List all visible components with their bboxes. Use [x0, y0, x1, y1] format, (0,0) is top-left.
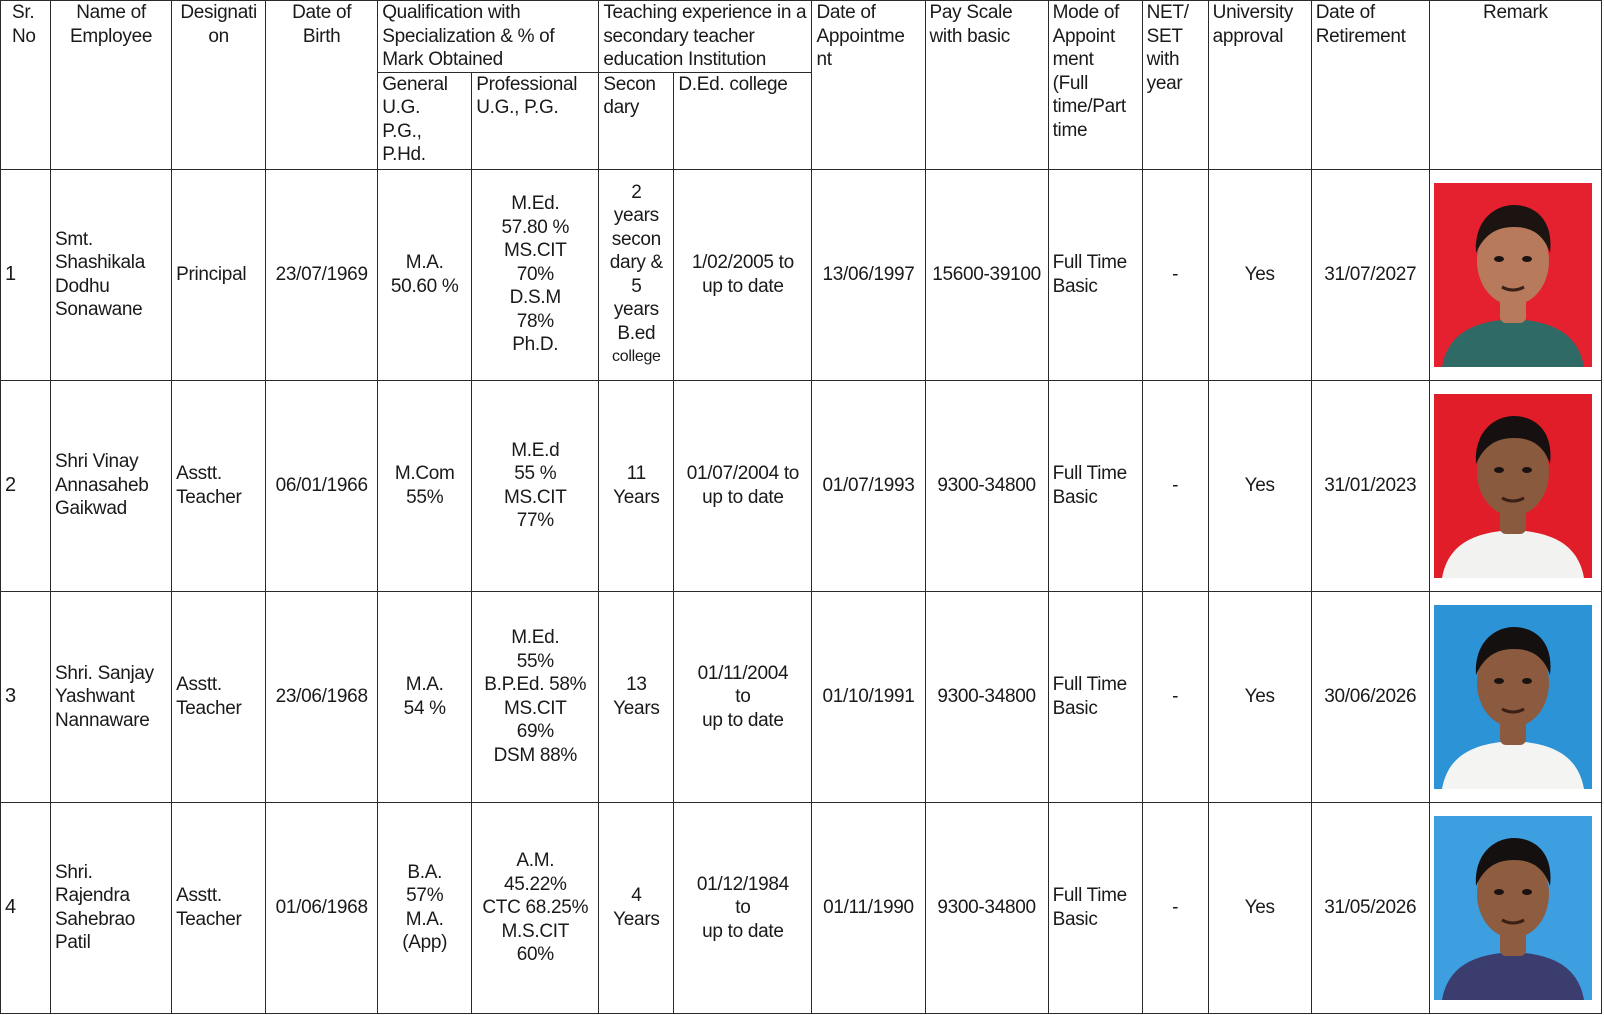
text-line: 54 %	[403, 697, 446, 719]
text-line: Smt.	[55, 228, 93, 250]
date-of-birth-cell: 01/06/1968	[266, 802, 378, 1013]
header-date-of-birth	[266, 1, 378, 170]
header-ded-college	[674, 72, 812, 169]
table-row	[1, 380, 1602, 591]
text-line: SET	[1146, 25, 1183, 47]
ded-college-experience-cell	[674, 591, 812, 802]
text-line: 5	[631, 275, 642, 297]
text-line: Years	[613, 486, 660, 508]
text-line: up to date	[702, 920, 784, 942]
date-of-appointment-cell: 01/10/1991	[812, 591, 925, 802]
text-line: Years	[613, 697, 660, 719]
text-line: up to date	[702, 709, 784, 731]
text-line: MS.CIT	[503, 240, 567, 262]
mode-of-appointment-cell	[1048, 591, 1142, 802]
text-line: 77%	[516, 510, 554, 532]
text-line: DSM 88%	[493, 744, 577, 766]
sr-no-cell: 3	[1, 591, 51, 802]
text-line: Yashwant	[55, 686, 135, 708]
text-line: Teacher	[176, 697, 242, 719]
text-line: (App)	[402, 932, 448, 954]
text-line: Qualification with	[382, 2, 521, 23]
text-line: M.Ed.	[511, 627, 560, 649]
sr-no-cell: 2	[1, 380, 51, 591]
text-line: Shri.	[55, 861, 93, 883]
text-line: education Institution	[603, 49, 767, 70]
text-line: 57.80 %	[501, 216, 570, 238]
date-of-retirement-cell: 30/06/2026	[1311, 591, 1429, 802]
text-line: Remark	[1483, 2, 1548, 23]
text-line: CTC 68.25%	[482, 897, 589, 919]
text-line: Basic	[1052, 697, 1098, 719]
text-line: 2	[631, 181, 642, 203]
text-line: Asstt.	[176, 674, 222, 696]
employee-photo	[1434, 816, 1597, 1000]
text-line: Shri. Sanjay	[55, 662, 154, 684]
header-general	[378, 72, 472, 169]
net-set-cell: -	[1142, 169, 1208, 380]
text-line: year	[1146, 72, 1183, 94]
text-line: Sr.	[12, 2, 35, 23]
header-pay-scale	[925, 1, 1048, 170]
text-line: up to date	[702, 486, 784, 508]
header-qualification	[378, 1, 599, 73]
university-approval-cell: Yes	[1208, 169, 1311, 380]
text-line: Ph.D.	[512, 334, 559, 356]
text-line: Patil	[55, 932, 91, 954]
text-line: (Full	[1052, 72, 1089, 94]
header-teaching-experience	[599, 1, 812, 73]
employee-name-cell	[51, 802, 172, 1013]
pay-scale-cell: 9300-34800	[925, 380, 1048, 591]
text-line: Appointme	[816, 25, 905, 47]
text-line: 55%	[516, 650, 554, 672]
text-line: 1/02/2005 to	[691, 252, 794, 274]
text-line: to	[735, 686, 751, 708]
text-line: D.Ed. college	[678, 73, 788, 95]
text-line: time/Part	[1052, 96, 1126, 117]
text-line: time	[1052, 119, 1088, 141]
text-line: with	[1146, 49, 1180, 70]
text-line: Teacher	[176, 908, 242, 930]
designation-cell	[172, 169, 266, 380]
text-line: B.P.Ed. 58%	[484, 674, 587, 696]
date-of-appointment-cell: 13/06/1997	[812, 169, 925, 380]
text-line: Designati	[180, 2, 257, 23]
header-net-set	[1142, 1, 1208, 170]
secondary-experience-cell	[599, 380, 674, 591]
mode-of-appointment-cell	[1048, 380, 1142, 591]
text-line: nt	[816, 49, 832, 70]
text-line: M.Com	[394, 463, 455, 485]
text-line: Appoint	[1052, 25, 1115, 47]
text-line: Dodhu	[55, 275, 110, 297]
header-university-approval	[1208, 1, 1311, 170]
pay-scale-cell: 15600-39100	[925, 169, 1048, 380]
mode-of-appointment-cell	[1048, 169, 1142, 380]
text-line: University	[1212, 2, 1294, 23]
text-line: 55%	[406, 486, 444, 508]
text-line: Mode of	[1052, 2, 1120, 23]
date-of-appointment-cell: 01/07/1993	[812, 380, 925, 591]
text-line: ment	[1052, 49, 1094, 70]
text-line: 13	[626, 674, 647, 696]
text-line: 55 %	[514, 463, 557, 485]
text-line: Annasaheb	[55, 474, 149, 496]
professional-qualification-cell	[472, 380, 599, 591]
header-name	[51, 1, 172, 170]
text-line: Specialization & % of	[382, 25, 555, 47]
text-line: 45.22%	[503, 873, 567, 895]
remark-photo-cell	[1429, 802, 1601, 1013]
text-line: 70%	[516, 263, 554, 285]
table-row	[1, 169, 1602, 380]
text-line: Pay Scale	[929, 2, 1013, 23]
text-line: MS.CIT	[503, 486, 567, 508]
text-line: Professional	[476, 73, 578, 95]
text-line: Basic	[1052, 275, 1098, 297]
text-line: approval	[1212, 25, 1284, 47]
text-line: M.A.	[405, 674, 444, 696]
text-line: M.S.CIT	[501, 920, 570, 942]
table-row	[1, 591, 1602, 802]
text-line: with basic	[929, 25, 1010, 47]
text-line: on	[208, 25, 229, 47]
designation-cell	[172, 380, 266, 591]
text-line: General	[382, 73, 448, 95]
text-line: Secon	[603, 73, 656, 95]
text-line: dary	[603, 97, 640, 118]
text-line: to	[735, 897, 751, 919]
text-line: 60%	[516, 944, 554, 966]
text-line: B.ed	[617, 322, 656, 344]
sr-no-cell: 4	[1, 802, 51, 1013]
text-line: D.S.M	[509, 287, 561, 309]
employee-photo	[1434, 183, 1597, 367]
text-line: 01/12/1984	[696, 873, 789, 895]
date-of-birth-cell: 06/01/1966	[266, 380, 378, 591]
text-line: No	[12, 25, 36, 47]
text-line: years	[613, 299, 659, 321]
text-line: Shashikala	[55, 252, 145, 274]
sr-no-cell: 1	[1, 169, 51, 380]
text-line: 78%	[516, 310, 554, 332]
date-of-retirement-cell: 31/01/2023	[1311, 380, 1429, 591]
text-line: U.G.	[382, 97, 421, 118]
text-line: years	[613, 205, 659, 227]
university-approval-cell: Yes	[1208, 380, 1311, 591]
mode-of-appointment-cell	[1048, 802, 1142, 1013]
remark-photo-cell	[1429, 591, 1601, 802]
date-of-birth-cell: 23/06/1968	[266, 591, 378, 802]
text-line: Date of	[292, 2, 352, 23]
university-approval-cell: Yes	[1208, 802, 1311, 1013]
text-line: P.Hd.	[382, 144, 426, 165]
text-line: Employee	[70, 25, 153, 47]
text-line: Basic	[1052, 908, 1098, 930]
text-line: Teacher	[176, 486, 242, 508]
ded-college-experience-cell	[674, 169, 812, 380]
pay-scale-cell: 9300-34800	[925, 802, 1048, 1013]
header-date-of-retirement	[1311, 1, 1429, 170]
text-line: Full Time	[1052, 674, 1127, 696]
table-row	[1, 802, 1602, 1013]
text-line: Retirement	[1315, 25, 1406, 47]
text-line: Sahebrao	[55, 908, 136, 930]
text-line: Full Time	[1052, 885, 1127, 907]
text-line: Name of	[76, 2, 146, 23]
text-line: college	[612, 348, 661, 366]
header-secondary	[599, 72, 674, 169]
text-line: Date of	[816, 2, 876, 23]
text-line: Principal	[176, 263, 247, 285]
header-professional	[472, 72, 599, 169]
date-of-appointment-cell: 01/11/1990	[812, 802, 925, 1013]
designation-cell	[172, 591, 266, 802]
text-line: Asstt.	[176, 463, 222, 485]
header-remark	[1429, 1, 1601, 170]
ded-college-experience-cell	[674, 802, 812, 1013]
professional-qualification-cell	[472, 802, 599, 1013]
text-line: Asstt.	[176, 885, 222, 907]
text-line: A.M.	[516, 850, 555, 872]
text-line: Gaikwad	[55, 498, 127, 520]
text-line: M.E.d	[511, 439, 560, 461]
remark-photo-cell	[1429, 380, 1601, 591]
text-line: 69%	[516, 721, 554, 743]
text-line: up to date	[702, 275, 784, 297]
professional-qualification-cell	[472, 591, 599, 802]
text-line: Shri Vinay	[55, 451, 139, 473]
pay-scale-cell: 9300-34800	[925, 591, 1048, 802]
header-date-of-appointment	[812, 1, 925, 170]
text-line: M.Ed.	[511, 193, 560, 215]
text-line: Teaching experience in a	[603, 2, 807, 23]
net-set-cell: -	[1142, 802, 1208, 1013]
text-line: Sonawane	[55, 299, 143, 321]
text-line: secon	[611, 228, 661, 250]
net-set-cell: -	[1142, 380, 1208, 591]
ded-college-experience-cell	[674, 380, 812, 591]
text-line: B.A.	[407, 861, 443, 883]
text-line: 01/07/2004 to	[686, 463, 800, 485]
text-line: Date of	[1315, 2, 1375, 23]
general-qualification-cell	[378, 802, 472, 1013]
secondary-experience-cell	[599, 169, 674, 380]
header-sr-no	[1, 1, 51, 170]
text-line: 11	[626, 463, 646, 485]
text-line: Rajendra	[55, 885, 130, 907]
text-line: U.G., P.G.	[476, 97, 559, 118]
professional-qualification-cell	[472, 169, 599, 380]
header-designation	[172, 1, 266, 170]
text-line: P.G.,	[382, 120, 422, 142]
text-line: dary &	[609, 252, 663, 274]
text-line: M.A.	[405, 252, 444, 274]
secondary-experience-cell	[599, 591, 674, 802]
text-line: 57%	[406, 885, 444, 907]
text-line: 50.60 %	[390, 275, 459, 297]
text-line: Birth	[302, 25, 341, 47]
employee-photo	[1434, 605, 1597, 789]
header-mode-of-appointment	[1048, 1, 1142, 170]
employee-name-cell	[51, 591, 172, 802]
designation-cell	[172, 802, 266, 1013]
secondary-experience-cell	[599, 802, 674, 1013]
general-qualification-cell	[378, 169, 472, 380]
text-line: 4	[631, 885, 642, 907]
university-approval-cell: Yes	[1208, 591, 1311, 802]
text-line: Full Time	[1052, 463, 1127, 485]
net-set-cell: -	[1142, 591, 1208, 802]
text-line: Full Time	[1052, 252, 1127, 274]
employee-name-cell	[51, 380, 172, 591]
employee-photo	[1434, 394, 1597, 578]
text-line: M.A.	[405, 908, 444, 930]
text-line: 01/11/2004	[697, 662, 789, 684]
text-line: NET/	[1146, 2, 1189, 23]
text-line: Nannaware	[55, 709, 150, 731]
employee-name-cell	[51, 169, 172, 380]
date-of-retirement-cell: 31/07/2027	[1311, 169, 1429, 380]
general-qualification-cell	[378, 591, 472, 802]
text-line: MS.CIT	[503, 697, 567, 719]
date-of-birth-cell: 23/07/1969	[266, 169, 378, 380]
date-of-retirement-cell: 31/05/2026	[1311, 802, 1429, 1013]
text-line: Basic	[1052, 486, 1098, 508]
general-qualification-cell	[378, 380, 472, 591]
text-line: Mark Obtained	[382, 49, 503, 70]
text-line: Years	[613, 908, 660, 930]
text-line: secondary teacher	[603, 25, 755, 47]
remark-photo-cell	[1429, 169, 1601, 380]
